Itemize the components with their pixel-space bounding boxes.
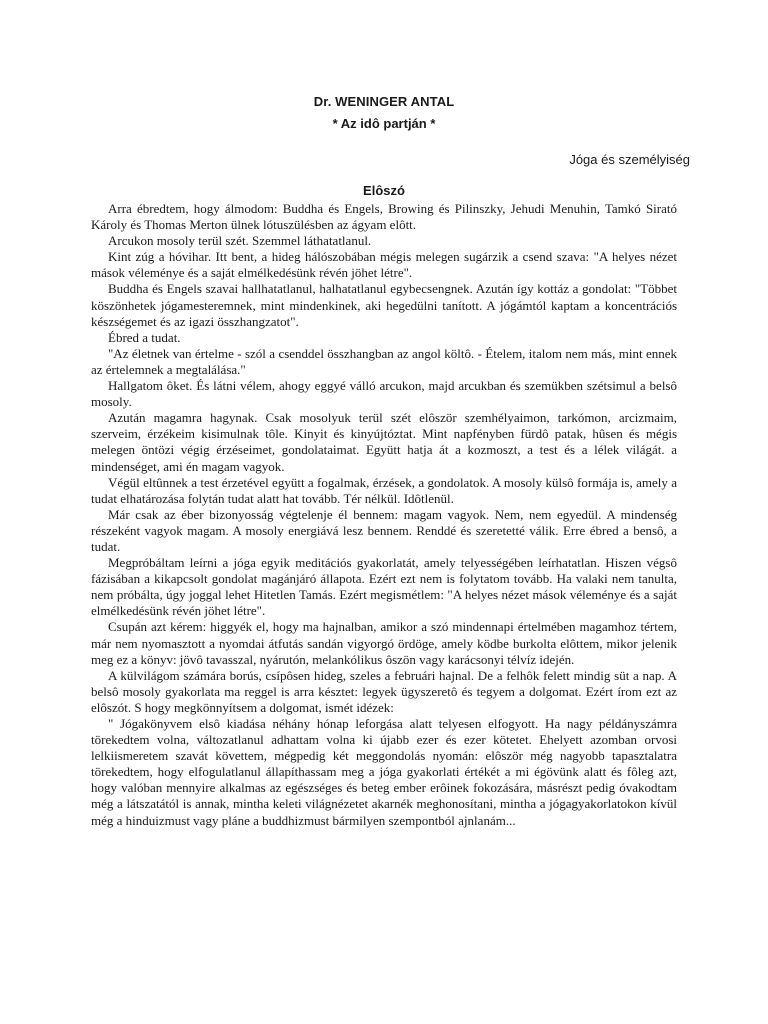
paragraph: Arra ébredtem, hogy álmodom: Buddha és Engels, Browing és Pilinszky, Jehudi Menuhin, Tamkó Sirató Károly és Thomas Merton ülnek lótuszülésben az ágyam elôtt. [91,201,677,233]
section-heading: Elôszó [363,183,405,198]
paragraph: Már csak az éber bizonyosság végtelenje él bennem: magam vagyok. Nem, nem egyedül. A mindenség részeként vagyok magam. A mosoly energiává lesz bennem. Renddé és szeretetté válik. Erre ébred a bensô, a tudat. [91,506,677,554]
paragraph: Végül eltûnnek a test érzetével együtt a fogalmak, érzések, a gondolatok. A mosoly külsô formája is, amely a tudat elhatározása folytán tudat alatt hat tovább. Tér nélkül. Idôtlenül. [91,474,677,506]
preface-body [91,201,677,829]
paragraph: Megpróbáltam leírni a jóga egyik meditációs gyakorlatát, amely telyességében leírhatatlan. Hiszen végsô fázisában a kikapcsolt gondolat magánjáró állapota. Ezért ezt nem is folytatom tovább. Ha valaki nem tanulta, nem próbálta, úgy joggal lehet Hitetlen Tamás. Ezért megismétlem: "A helyes nézet mások véleménye és a saját elmélkedésünk révén jöhet létre". [91,555,677,619]
paragraph: "Az életnek van értelme - szól a csenddel összhangban az angol költô. - Ételem, italom nem más, mint ennek az értelemnek a megtalálása." [91,345,677,377]
book-subtitle: Jóga és személyiség [569,152,690,167]
paragraph: Hallgatom ôket. És látni vélem, ahogy eggyé válló arcukon, majd arcukban és szemükben szétsimul a belsô mosoly. [91,378,677,410]
author-name: Dr. WENINGER ANTAL [313,94,455,109]
paragraph: Azután magamra hagynak. Csak mosolyuk terül szét elôször szemhélyaimon, tarkómon, arcizmaim, szerveim, érzékeim kisimulnak tôle. Kinyit és kinyújtóztat. Mint napfényben fürdô patak, hûsen és mégis melegen öntözi végig érzéseimet, gondolataimat. Együtt hatja át a kozmoszt, a test és a lélek világát. a mindenséget, ami én magam vagyok. [91,410,677,474]
paragraph: Csupán azt kérem: higgyék el, hogy ma hajnalban, amikor a szó mindennapi értelmében magamhoz tértem, már nem nyomasztott a nyomdai átfutás sandán vigyorgó ördöge, amely ködbe burkolta elôttem, mikor jelenik meg ez a könyv: jövô tavasszal, nyárutón, melankólikus ôszön vagy karácsonyi télvíz idején. [91,619,677,667]
book-title: * Az idô partján * [332,116,436,131]
paragraph: A külvilágom számára borús, csípôsen hideg, szeles a februári hajnal. De a felhôk felett mindig süt a nap. A belsô mosoly gyakorlata ma reggel is arra késztet: legyek ügyszeretô és tegyem a dolgomat. Ezért írom ezt az elôszót. S hogy megkönnyítsem a dolgomat, ismét idézek: [91,667,677,715]
paragraph: Kint zúg a hóvihar. Itt bent, a hideg hálószobában mégis melegen sugárzik a csend szava: "A helyes nézet mások véleménye és a saját elmélkedésünk révén jöhet létre". [91,249,677,281]
paragraph: Ébred a tudat. [108,329,181,345]
paragraph: " Jógakönyvem elsô kiadása néhány hónap leforgása alatt telyesen elfogyott. Ha nagy példányszámra törekedtem volna, változatlanul adhattam volna ki újabb ezer és ezer kötetet. Ehelyett azomban orvosi lelkiismeretem szavát követtem, mégpedig két meggondolás nyomán: elôször még nagyobb tapasztalatra törekedtem, hogy elfogulatlanul állapíthassam meg a jóga gyakorlati értékét a mi égövünk alatt és fôleg azt, hogy valóban mennyire alkalmas az egészséges és beteg ember erôinek fokozására, másrészt pedig óvakodtam még a látszatától is annak, mintha keleti világnézetet akarnék meghonosítani, mintha a jógagyakorlatokon kívül még a hinduizmust vagy pláne a buddhizmust bármilyen szempontból ajnlanám... [91,716,677,828]
paragraph: Arcukon mosoly terül szét. Szemmel láthatatlanul. [108,233,372,249]
paragraph: Buddha és Engels szavai hallhatatlanul, halhatatlanul egybecsengnek. Azután így kottáz a gondolat: "Többet köszönhetek jógamesteremnek, mint mindenkinek, aki hegedülni tanított. A jógámtól kaptam a koncentrációs készségemet és az igazi összhangzatot". [91,281,677,329]
